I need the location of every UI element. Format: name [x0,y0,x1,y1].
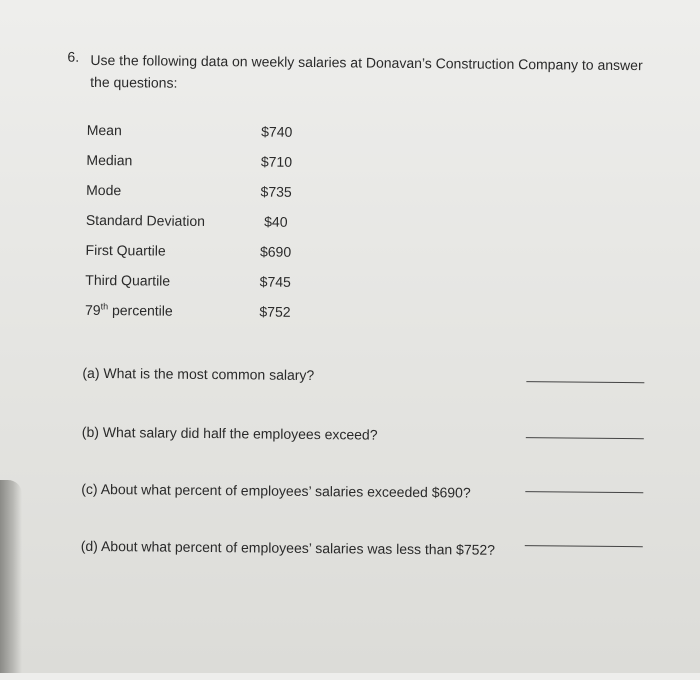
answer-blank-d[interactable] [525,545,643,547]
stat-row-mode [86,182,306,214]
stat-value: $710 [260,153,293,170]
stat-label-text: percentile [108,302,173,319]
subquestion-b: (b) What salary did half the employees exceed? [81,423,378,443]
answer-blank-c[interactable] [525,491,643,493]
subquestion-d: (d) About what percent of employees’ salaries was less than $752? [80,537,496,558]
stat-label: First Quartile [85,241,166,259]
stat-value: $740 [261,123,293,140]
stat-value: $745 [259,273,291,290]
subquestion-a: (a) What is the most common salary? [82,364,315,384]
stat-row-mean [87,122,307,154]
stat-value: $752 [259,303,291,320]
stat-label: Third Quartile [85,271,171,289]
stat-row-first-quartile [85,242,305,274]
question-number: 6. [67,48,80,65]
stat-label-number: 79 [84,301,101,318]
stat-label-ordinal: th [100,301,109,312]
answer-blank-b[interactable] [526,437,644,439]
stat-row-standard-deviation [86,212,306,244]
stat-value: $690 [259,243,292,260]
answer-blank-a[interactable] [526,381,644,383]
stat-label [85,302,173,319]
stat-value: $40 [264,213,288,230]
stat-label: Mean [86,121,122,139]
stat-label: Median [86,151,133,169]
question-prompt: Use the following data on weekly salaries at Donavan’s Construction Company to answer the questions: [90,51,643,91]
subquestion-c: (c) About what percent of employees’ salaries exceeded $690? [81,480,471,501]
stat-label: Mode [86,181,122,199]
stat-row-79th-percentile [85,302,305,334]
stat-row-third-quartile [85,272,305,304]
stat-value: $735 [260,183,292,200]
stat-row-median [86,152,306,184]
salary-statistics-table [85,122,307,334]
stat-label: Standard Deviation [85,211,206,229]
